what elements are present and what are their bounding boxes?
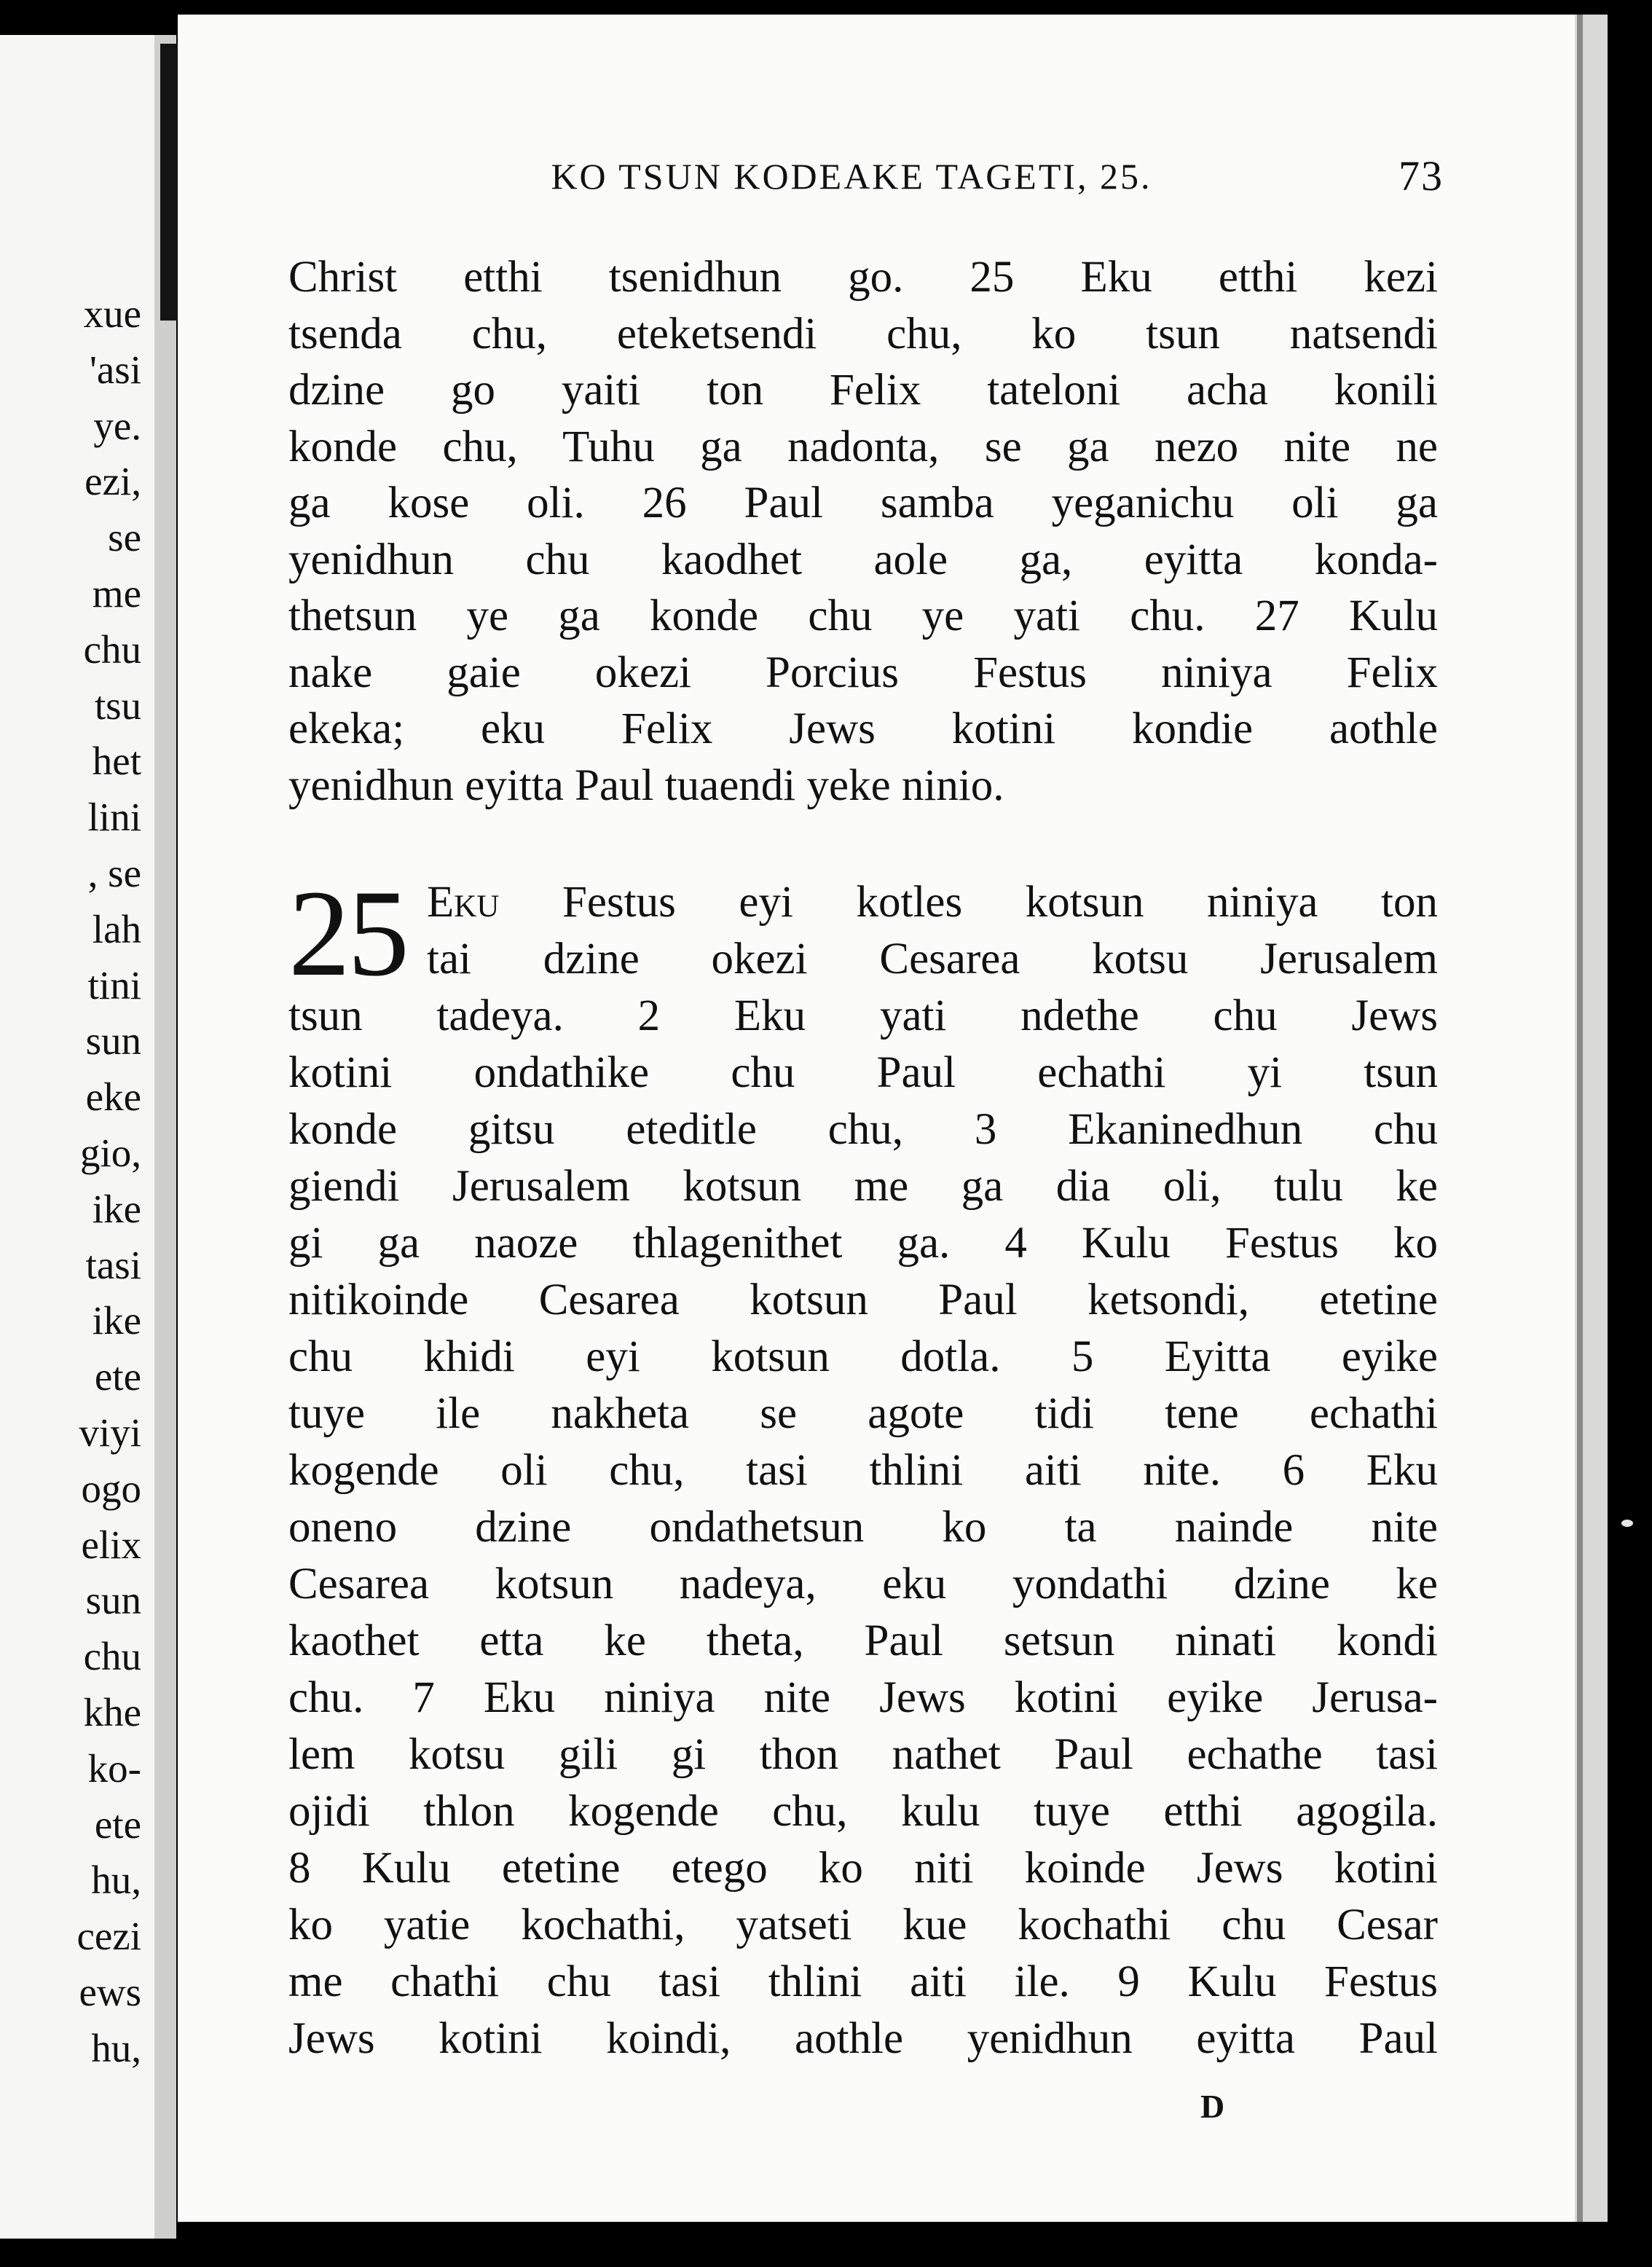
body-text <box>288 249 1438 814</box>
text-line: lem kotsu gili gi thon nathet Paul echathe tasi <box>288 1730 1438 1779</box>
previous-page-line: ews <box>79 1969 141 2014</box>
text-line: kaothet etta ke theta, Paul setsun ninati kondi <box>288 1616 1438 1665</box>
chapter-opening-text: Festus eyi kotles kotsun niniya ton <box>562 878 1438 927</box>
previous-page-line: ike <box>92 1298 141 1343</box>
previous-page-line: tsu <box>94 683 141 728</box>
text-line: konde gitsu eteditle chu, 3 Ekaninedhun chu <box>288 1105 1438 1154</box>
previous-page-line-endings <box>76 286 141 2077</box>
text-line: oneno dzine ondathetsun ko ta nainde nite <box>288 1503 1438 1552</box>
text-line: tsun tadeya. 2 Eku yati ndethe chu Jews <box>288 991 1438 1040</box>
running-title: KO TSUN KODEAKE TAGETI, 25. <box>551 156 1152 197</box>
text-line: ojidi thlon kogende chu, kulu tuye etthi agogila. <box>288 1787 1438 1836</box>
running-header <box>294 150 1444 203</box>
text-line: yenidhun eyitta Paul tuaendi yeke ninio. <box>288 761 1004 810</box>
previous-page-line: sun <box>85 1578 141 1623</box>
previous-page-line: elix <box>81 1522 141 1567</box>
previous-page-line: ezi, <box>84 459 141 504</box>
previous-page-line: ko- <box>87 1745 141 1791</box>
text-line: chu khidi eyi kotsun dotla. 5 Eyitta eyike <box>288 1332 1438 1381</box>
text-line: kotini ondathike chu Paul echathi yi tsun <box>288 1048 1438 1097</box>
previous-page-line: hu, <box>91 1858 141 1903</box>
previous-page-line: hu, <box>91 2025 141 2070</box>
previous-page-line: tasi <box>85 1242 141 1287</box>
text-line: 8 Kulu etetine etego ko niti koinde Jews kotini <box>288 1844 1438 1893</box>
gutter-shadow <box>160 44 178 321</box>
previous-page-line: xue <box>83 291 141 336</box>
previous-page-line: tini <box>87 962 141 1007</box>
previous-page-line: ike <box>92 1186 141 1231</box>
text-line: tai dzine okezi Cesarea kotsu Jerusalem <box>427 935 1438 983</box>
text-line: Jews kotini koindi, aothle yenidhun eyitta Paul <box>288 2014 1438 2063</box>
previous-page-line: chu <box>83 1634 141 1679</box>
previous-page-line: het <box>92 739 141 784</box>
text-line: ekeka; eku Felix Jews kotini kondie aothle <box>288 704 1438 753</box>
text-line: kogende oli chu, tasi thlini aiti nite. 6 Eku <box>288 1446 1438 1495</box>
text-line: nitikoinde Cesarea kotsun Paul ketsondi, etetine <box>288 1276 1438 1324</box>
previous-page-line: viyi <box>79 1410 141 1455</box>
text-line: yenidhun chu kaodhet aole ga, eyitta konda- <box>288 535 1438 584</box>
text-line: tuye ile nakheta se agote tidi tene echathi <box>288 1389 1438 1438</box>
chapter-section <box>288 865 1438 2067</box>
text-line: thetsun ye ga konde chu ye yati chu. 27 Kulu <box>288 592 1438 640</box>
text-line: giendi Jerusalem kotsun me ga dia oli, tulu ke <box>288 1162 1438 1211</box>
book-page <box>178 15 1575 2222</box>
previous-page-line: ete <box>94 1802 141 1847</box>
page-edge-shadow <box>1577 15 1583 2222</box>
previous-page-line: gio, <box>79 1130 141 1175</box>
previous-page-line: sun <box>85 1018 141 1064</box>
scan-speck <box>1621 1520 1633 1527</box>
text-line: nake gaie okezi Porcius Festus niniya Felix <box>288 648 1438 697</box>
previous-page-line: se <box>108 515 141 560</box>
previous-page-line: lah <box>92 906 141 951</box>
previous-page-line: khe <box>83 1689 141 1734</box>
previous-page-fragment <box>0 35 154 2239</box>
page-number: 73 <box>1399 152 1444 200</box>
chapter-first-word: Eku <box>427 878 500 927</box>
text-line: me chathi chu tasi thlini aiti ile. 9 Kulu Festus <box>288 1957 1438 2006</box>
previous-page-line: ye. <box>93 403 141 448</box>
previous-page-line: ete <box>94 1354 141 1399</box>
text-line: ga kose oli. 26 Paul samba yeganichu oli ga <box>288 479 1438 527</box>
previous-page-line: me <box>92 570 141 616</box>
previous-page-line: , se <box>87 850 141 895</box>
previous-page-line: eke <box>85 1074 141 1120</box>
text-line: dzine go yaiti ton Felix tateloni acha konili <box>288 366 1438 414</box>
text-line: ko yatie kochathi, yatseti kue kochathi chu Cesar <box>288 1901 1438 1949</box>
text-line: tsenda chu, eteketsendi chu, ko tsun natsendi <box>288 309 1438 358</box>
chapter-opening-line <box>427 874 1438 931</box>
previous-page-line: cezi <box>76 1914 141 1959</box>
text-line: gi ga naoze thlagenithet ga. 4 Kulu Festus ko <box>288 1219 1438 1268</box>
chapter-number: 25 <box>288 865 406 1002</box>
book-gutter <box>154 35 176 2239</box>
text-line: chu. 7 Eku niniya nite Jews kotini eyike Jerusa- <box>288 1673 1438 1722</box>
previous-page-line: lini <box>87 795 141 840</box>
text-line: Christ etthi tsenidhun go. 25 Eku etthi kezi <box>288 253 1438 302</box>
text-line: Cesarea kotsun nadeya, eku yondathi dzine ke <box>288 1560 1438 1608</box>
text-line: konde chu, Tuhu ga nadonta, se ga nezo nite ne <box>288 422 1438 471</box>
previous-page-line: chu <box>83 626 141 672</box>
previous-page-line: 'asi <box>89 347 141 392</box>
previous-page-line: ogo <box>81 1466 141 1511</box>
signature-mark: D <box>1200 2088 1225 2125</box>
